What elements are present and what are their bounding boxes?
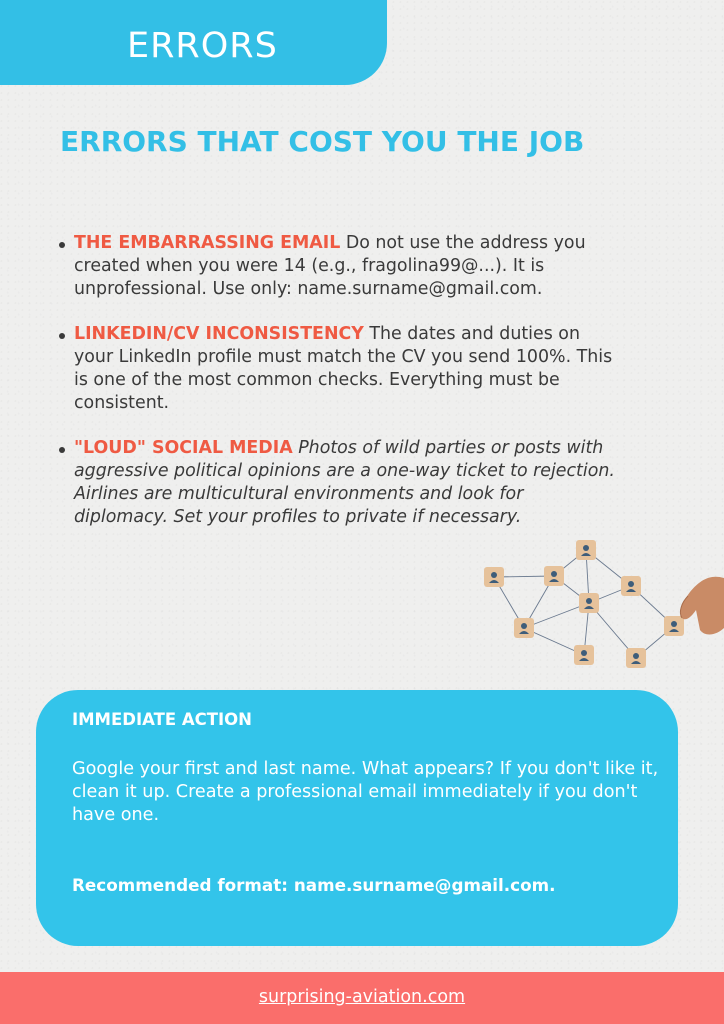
error-list xyxy=(56,232,616,551)
item-text: The dates and duties on your LinkedIn profile must match the CV you send 100%. This is one of the most common checks. Everything must be consistent. xyxy=(74,324,613,413)
list-item xyxy=(56,437,616,529)
immediate-action-box xyxy=(36,690,678,946)
section-title: ERRORS xyxy=(127,26,278,66)
website-link[interactable]: surprising-aviation.com xyxy=(258,987,466,1007)
item-heading: THE EMBARRASSING EMAIL xyxy=(74,233,341,253)
item-heading: LINKEDIN/CV INCONSISTENCY xyxy=(74,324,364,344)
item-text: Photos of wild parties or posts with aggressive political opinions are a one-way ticket to rejection. Airlines are multicultural environments and look for diplomacy. Set your profiles to private if necessary. xyxy=(74,438,615,527)
network-people-icon xyxy=(478,530,724,680)
list-item xyxy=(56,323,616,415)
action-title: IMMEDIATE ACTION xyxy=(72,710,252,729)
header-tab xyxy=(0,0,387,85)
page-title: ERRORS THAT COST YOU THE JOB xyxy=(60,125,585,158)
item-text: Do not use the address you created when you were 14 (e.g., fragolina99@...). It is unprofessional. Use only: name.surname@gmail.com. xyxy=(74,233,586,299)
recommended-format: Recommended format: name.surname@gmail.com. xyxy=(72,875,556,895)
list-item xyxy=(56,232,616,301)
footer xyxy=(0,972,724,1024)
item-heading: "LOUD" SOCIAL MEDIA xyxy=(74,438,293,458)
action-text: Google your first and last name. What appears? If you don't like it, clean it up. Create a professional email immediately if you don't have one. xyxy=(72,759,659,825)
